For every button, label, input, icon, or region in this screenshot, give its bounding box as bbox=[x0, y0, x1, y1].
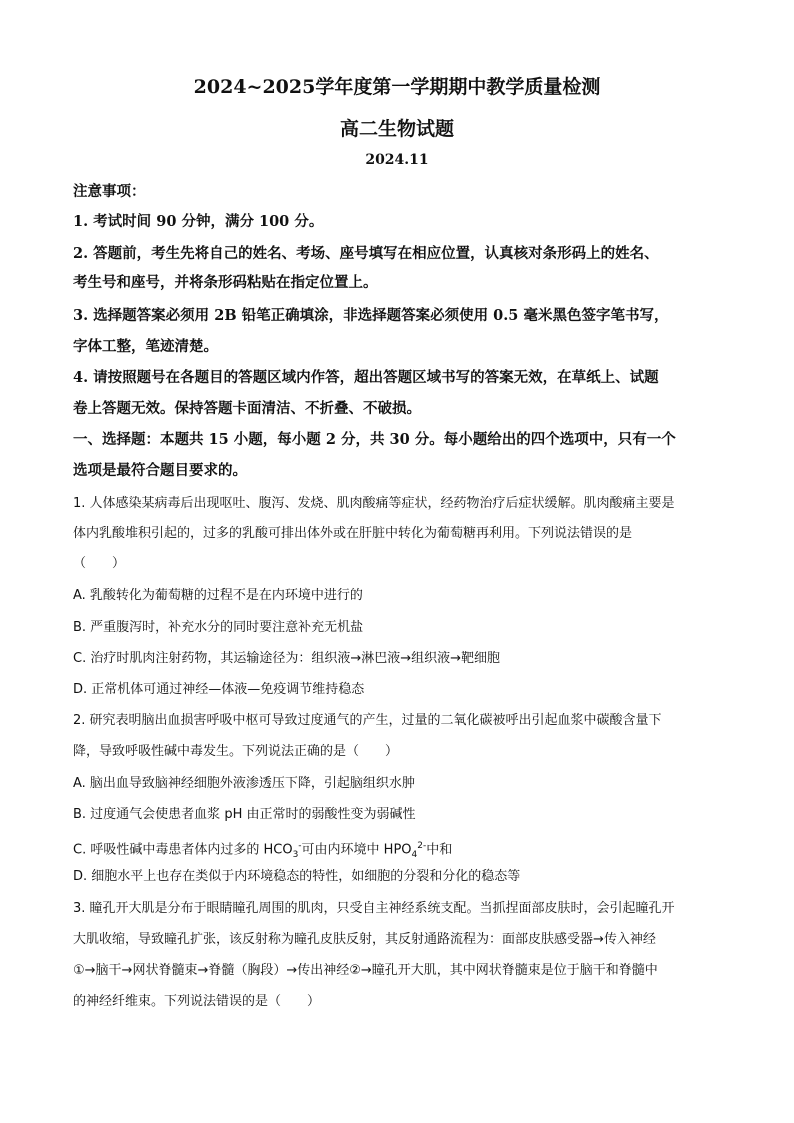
question-2-option-a: A. 脑出血导致脑神经细胞外液渗透压下降，引起脑组织水肿 bbox=[73, 776, 415, 791]
question-2-stem: 2. 研究表明脑出血损害呼吸中枢可导致过度通气的产生，过量的二氧化碳被呼出引起血浆中碳酸含量下 bbox=[73, 713, 662, 728]
section-heading-cont: 选项是最符合题目要求的。 bbox=[73, 462, 247, 479]
notice-item: 3. 选择题答案必须用 2B 铅笔正确填涂，非选择题答案必须使用 0.5 毫米黑色签字笔书写， bbox=[73, 307, 669, 324]
notice-item: 2. 答题前，考生先将自己的姓名、考场、座号填写在相应位置，认真核对条形码上的姓名、 bbox=[73, 245, 659, 262]
section-heading: 一、选择题：本题共 15 小题，每小题 2 分，共 30 分。每小题给出的四个选项中，只有一个 bbox=[73, 431, 676, 448]
notice-item: 字体工整，笔迹清楚。 bbox=[73, 338, 218, 355]
question-1-option-a: A. 乳酸转化为葡萄糖的过程不是在内环境中进行的 bbox=[73, 588, 363, 603]
question-1-option-c: C. 治疗时肌肉注射药物，其运输途径为：组织液→淋巴液→组织液→靶细胞 bbox=[73, 651, 501, 666]
exam-title: 2024~2025学年度第一学期期中教学质量检测 bbox=[193, 76, 601, 98]
notice-item: 考生号和座号，并将条形码粘贴在指定位置上。 bbox=[73, 274, 378, 291]
question-2-option-b: B. 过度通气会使患者血浆 pH 由正常时的弱酸性变为弱碱性 bbox=[73, 807, 416, 822]
question-3-stem: ①→脑干→网状脊髓束→脊髓（胸段）→传出神经②→瞳孔开大肌，其中网状脊髓束是位于脑干和脊髓中 bbox=[73, 963, 658, 978]
exam-subtitle: 高二生物试题 bbox=[339, 118, 454, 140]
question-3-stem: 3. 瞳孔开大肌是分布于眼睛瞳孔周围的肌肉，只受自主神经系统支配。当抓捏面部皮肤时，会引起瞳孔开 bbox=[73, 901, 675, 916]
question-1-option-b: B. 严重腹泻时，补充水分的同时要注意补充无机盐 bbox=[73, 620, 364, 635]
question-3-stem: 的神经纤维束。下列说法错误的是（ ） bbox=[73, 994, 321, 1009]
notice-item: 卷上答题无效。保持答题卡面清洁、不折叠、不破损。 bbox=[73, 400, 421, 417]
question-2-option-d: D. 细胞水平上也存在类似于内环境稳态的特性，如细胞的分裂和分化的稳态等 bbox=[73, 869, 521, 884]
exam-date: 2024.11 bbox=[365, 152, 429, 168]
notice-item: 4. 请按照题号在各题目的答题区域内作答，超出答题区域书写的答案无效，在草纸上、试题 bbox=[73, 369, 659, 386]
question-1-stem: 1. 人体感染某病毒后出现呕吐、腹泻、发烧、肌肉酸痛等症状，经药物治疗后症状缓解。肌肉酸痛主要是 bbox=[73, 496, 675, 511]
question-1-stem: 体内乳酸堆积引起的，过多的乳酸可排出体外或在肝脏中转化为葡萄糖再利用。下列说法错误的是 bbox=[73, 526, 633, 541]
notice-item: 1. 考试时间 90 分钟，满分 100 分。 bbox=[73, 213, 324, 230]
notice-heading: 注意事项： bbox=[73, 183, 146, 200]
question-3-stem: 大肌收缩，导致瞳孔扩张，该反射称为瞳孔皮肤反射，其反射通路流程为：面部皮肤感受器→传入神经 bbox=[73, 932, 656, 947]
question-2-stem: 降，导致呼吸性碱中毒发生。下列说法正确的是（ ） bbox=[73, 744, 399, 759]
question-1-stem: （ ） bbox=[73, 556, 126, 571]
question-2-option-c: C. 呼吸性碱中毒患者体内过多的 $HCO_3^-$可由内环境中 $HPO_4^{2-}$中和 bbox=[73, 841, 453, 860]
question-1-option-d: D. 正常机体可通过神经—体液—免疫调节维持稳态 bbox=[73, 682, 365, 697]
